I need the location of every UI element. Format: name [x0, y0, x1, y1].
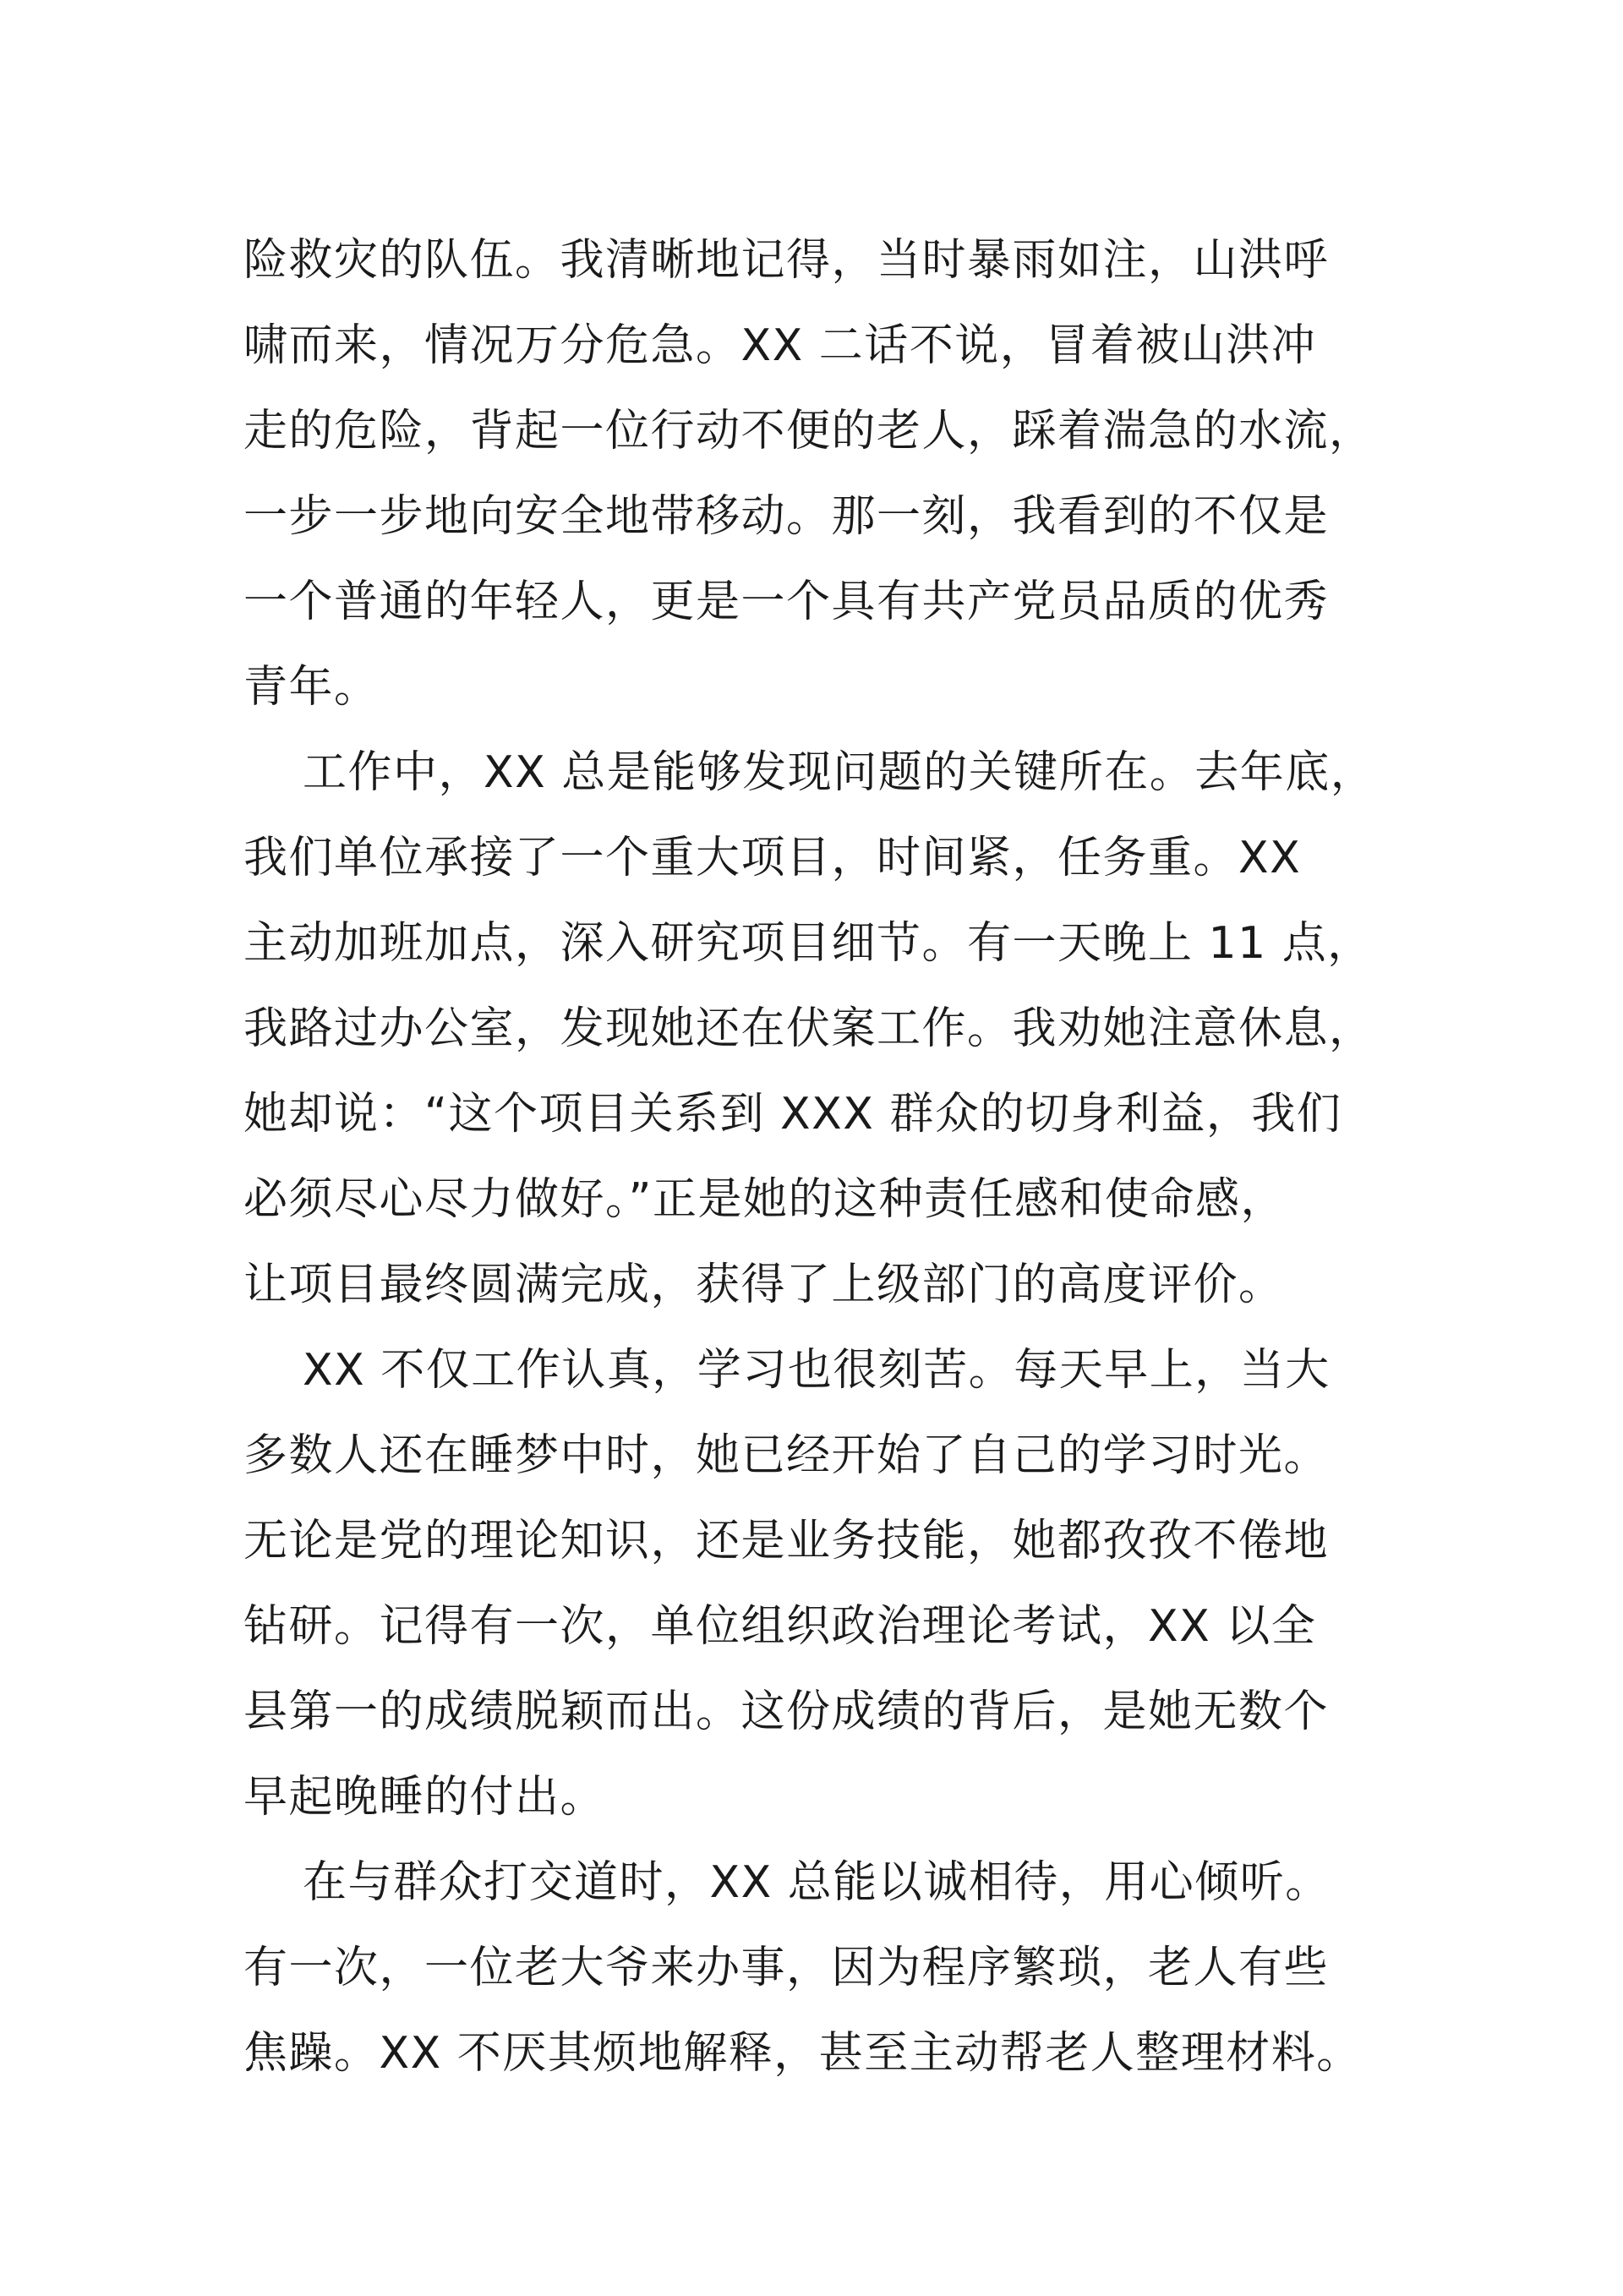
text-line: 啸而来，情况万分危急。XX 二话不说，冒着被山洪冲 [243, 320, 1317, 371]
text-line: 我们单位承接了一个重大项目，时间紧，任务重。XX [243, 833, 1302, 883]
text-line: 有一次，一位老大爷来办事，因为程序繁琐，老人有些 [243, 1943, 1330, 1993]
text-line: 早起晚睡的付出。 [243, 1772, 606, 1823]
body-text [243, 218, 1418, 2096]
text-line: 险救灾的队伍。我清晰地记得，当时暴雨如注，山洪呼 [243, 235, 1330, 286]
text-line: 一步一步地向安全地带移动。那一刻，我看到的不仅是 [243, 491, 1330, 542]
text-line: 我路过办公室，发现她还在伏案工作。我劝她注意休息， [243, 1003, 1374, 1054]
text-line: 多数人还在睡梦中时，她已经开始了自己的学习时光。 [243, 1430, 1330, 1481]
text-line: 她却说：“这个项目关系到 XXX 群众的切身利益，我们 [243, 1089, 1342, 1140]
text-line: 让项目最终圆满完成，获得了上级部门的高度评价。 [243, 1260, 1284, 1310]
text-line: 焦躁。XX 不厌其烦地解释，甚至主动帮老人整理材料。 [243, 2028, 1362, 2079]
text-line: 无论是党的理论知识，还是业务技能，她都孜孜不倦地 [243, 1516, 1330, 1566]
paragraph-first-line: 工作中，XX 总是能够发现问题的关键所在。去年底， [303, 747, 1376, 798]
text-line: 主动加班加点，深入研究项目细节。有一天晚上 11 点， [243, 918, 1373, 969]
paragraph-first-line: XX 不仅工作认真，学习也很刻苦。每天早上，当大 [303, 1345, 1331, 1396]
text-line: 必须尽心尽力做好。”正是她的这种责任感和使命感， [243, 1174, 1286, 1225]
text-line: 青年。 [243, 662, 380, 713]
text-line: 走的危险，背起一位行动不便的老人，踩着湍急的水流， [243, 406, 1374, 456]
text-line: 县第一的成绩脱颖而出。这份成绩的背后，是她无数个 [243, 1686, 1330, 1737]
text-line: 一个普通的年轻人，更是一个具有共产党员品质的优秀 [243, 577, 1330, 627]
text-line: 钻研。记得有一次，单位组织政治理论考试，XX 以全 [243, 1601, 1317, 1652]
paragraph-first-line: 在与群众打交道时，XX 总能以诚相待，用心倾听。 [303, 1857, 1331, 1908]
